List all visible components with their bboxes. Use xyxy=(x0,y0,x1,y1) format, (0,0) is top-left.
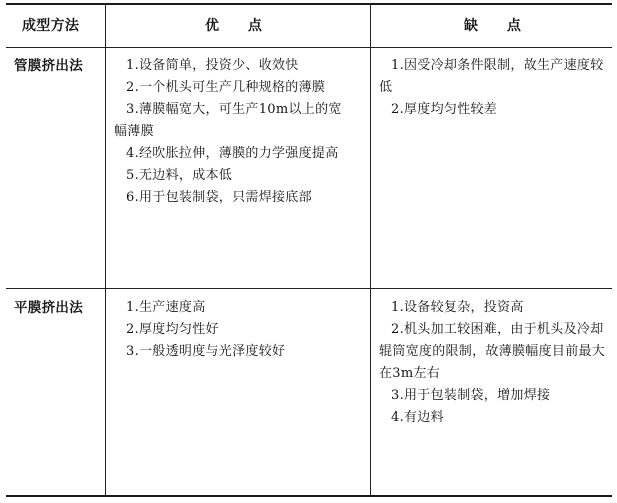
row-1-method: 管膜挤出法 xyxy=(14,58,83,74)
column-divider xyxy=(370,5,371,495)
disadvantage-item: 1.设备较复杂，投资高 xyxy=(391,300,524,315)
row-2-advantages xyxy=(114,297,354,363)
disadvantage-item: 1.因受冷却条件限制，故生产速度较低 xyxy=(379,58,604,95)
row-1-disadvantages xyxy=(379,55,607,121)
advantage-item: 6.用于包装制袋，只需焊接底部 xyxy=(126,190,312,205)
advantage-item: 1.生产速度高 xyxy=(126,300,206,315)
advantage-item: 3.薄膜幅宽大，可生产10m以上的宽幅薄膜 xyxy=(114,102,342,139)
header-divider xyxy=(6,47,612,48)
row-divider xyxy=(6,288,612,289)
header-advantages: 优 点 xyxy=(205,18,263,34)
row-2-method: 平膜挤出法 xyxy=(14,300,83,316)
comparison-table xyxy=(6,3,612,497)
disadvantage-item: 4.有边料 xyxy=(391,410,444,425)
header-method: 成型方法 xyxy=(22,18,80,34)
advantage-item: 1.设备简单，投资少、收效快 xyxy=(126,58,299,73)
column-divider xyxy=(105,5,106,495)
advantage-item: 2.一个机头可生产几种规格的薄膜 xyxy=(126,80,326,95)
advantage-item: 2.厚度均匀性好 xyxy=(126,322,219,337)
disadvantage-item: 2.机头加工较困难，由于机头及冷却辊筒宽度的限制，故薄膜幅度目前最大在3m左右 xyxy=(379,322,606,381)
advantage-item: 3.一般透明度与光泽度较好 xyxy=(126,344,286,359)
row-2-disadvantages xyxy=(379,297,607,429)
row-1-advantages xyxy=(114,55,354,209)
header-disadvantages: 缺 点 xyxy=(464,18,522,34)
disadvantage-item: 3.用于包装制袋，增加焊接 xyxy=(391,388,551,403)
advantage-item: 5.无边料，成本低 xyxy=(126,168,233,183)
disadvantage-item: 2.厚度均匀性较差 xyxy=(391,102,498,117)
advantage-item: 4.经吹胀拉伸，薄膜的力学强度提高 xyxy=(126,146,339,161)
